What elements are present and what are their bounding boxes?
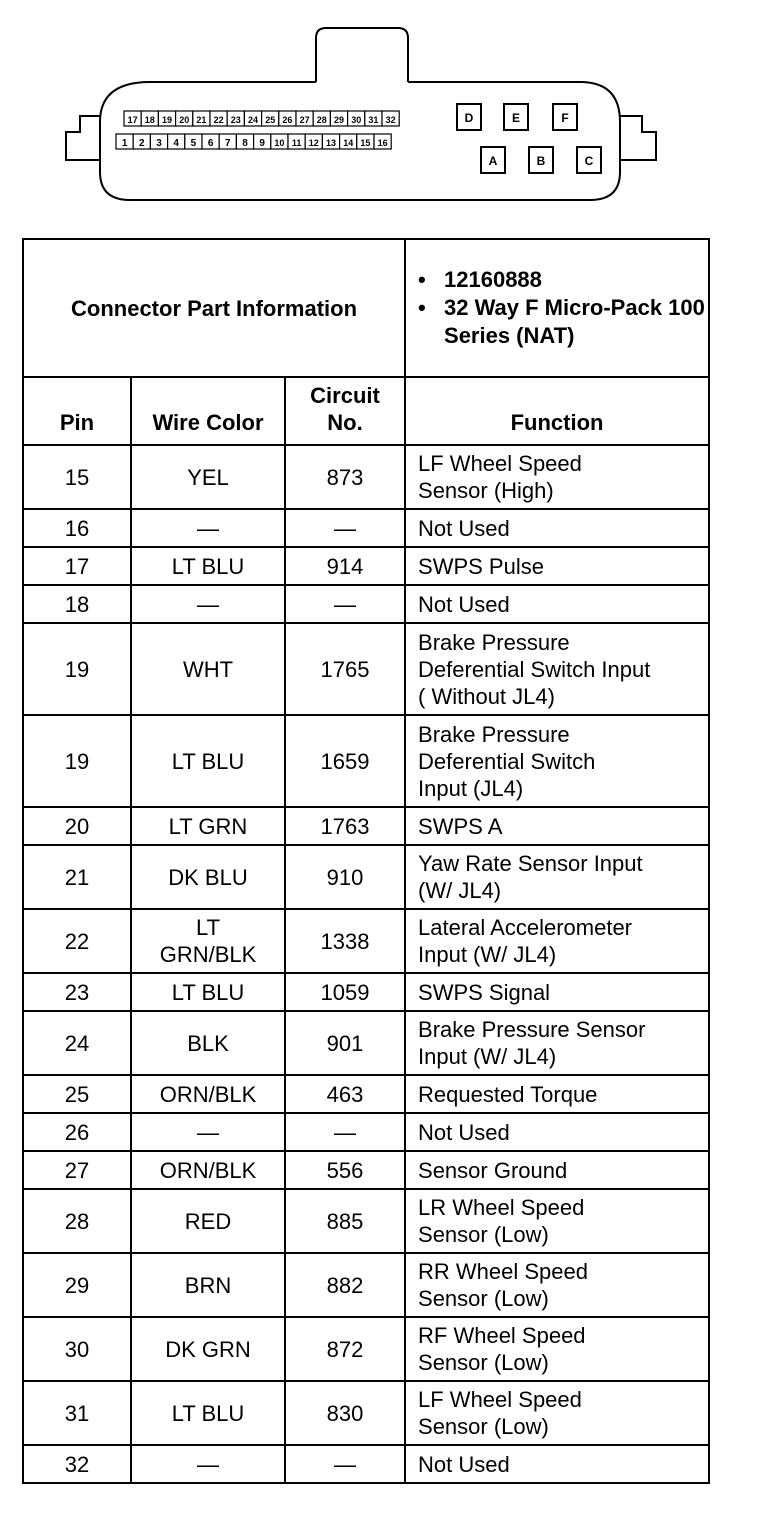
wire-color-line: ORN/BLK (159, 1081, 257, 1107)
pin-number: 26 (23, 1113, 131, 1151)
connector-pinout-table (22, 238, 710, 1484)
svg-text:2: 2 (139, 138, 145, 149)
pin-number: 23 (23, 973, 131, 1011)
wire-color (131, 623, 285, 715)
svg-text:32: 32 (385, 115, 396, 125)
function-description (405, 1189, 709, 1253)
wire-color-line: LT BLU (171, 748, 245, 774)
function-line: SWPS Pulse (418, 553, 544, 579)
function-line: LR Wheel Speed (418, 1195, 585, 1220)
function-line: Input (W/ JL4) (418, 1044, 557, 1069)
function-description (405, 845, 709, 909)
bottom-row-pin-2 (133, 134, 150, 149)
svg-text:13: 13 (325, 138, 337, 148)
table-row (23, 1189, 709, 1253)
wire-color (131, 909, 285, 973)
header-pin: Pin (23, 377, 131, 445)
function-description (405, 1151, 709, 1189)
pin-rows-body (23, 445, 709, 1483)
wire-color (131, 715, 285, 807)
circuit-number: 1659 (285, 715, 405, 807)
wire-color (131, 585, 285, 623)
top-row-pin-22 (210, 111, 227, 126)
bottom-row-pin-4 (168, 134, 185, 149)
table-row (23, 715, 709, 807)
bottom-row-pin-15 (357, 134, 374, 149)
wire-color-line: — (197, 1451, 219, 1477)
cavity-grid (457, 104, 601, 173)
svg-text:29: 29 (333, 115, 345, 125)
function-line: (W/ JL4) (418, 878, 502, 903)
table-row (23, 909, 709, 973)
header-function: Function (405, 377, 709, 445)
function-line: Input (JL4) (418, 775, 524, 801)
svg-text:F: F (561, 111, 569, 125)
top-row-pin-29 (330, 111, 347, 126)
function-description (405, 445, 709, 509)
circuit-number: 910 (285, 845, 405, 909)
bottom-row-pin-11 (288, 134, 305, 149)
svg-text:8: 8 (242, 138, 248, 149)
function-line: Not Used (418, 515, 510, 541)
svg-text:9: 9 (259, 138, 265, 149)
table-row (23, 1075, 709, 1113)
bottom-row-pin-7 (219, 134, 236, 149)
wire-color-line: — (197, 591, 219, 617)
bottom-row-pin-14 (340, 134, 357, 149)
function-line: Sensor (High) (418, 478, 554, 503)
circuit-number: 872 (285, 1317, 405, 1381)
svg-text:26: 26 (282, 115, 293, 125)
table-row (23, 445, 709, 509)
function-description (405, 1445, 709, 1483)
pin-number: 31 (23, 1381, 131, 1445)
svg-text:7: 7 (225, 138, 231, 149)
table-row (23, 807, 709, 845)
function-line: Not Used (418, 1119, 510, 1145)
wire-color-line: DK BLU (168, 864, 248, 890)
circuit-number: 873 (285, 445, 405, 509)
bottom-row-pin-12 (305, 134, 322, 149)
wire-color (131, 1317, 285, 1381)
pin-number: 19 (23, 715, 131, 807)
header-circuit-line2: No. (327, 410, 363, 435)
function-line: Brake Pressure (418, 629, 570, 655)
wire-color-line: — (197, 515, 219, 541)
function-line: Lateral Accelerometer (418, 915, 633, 940)
svg-text:20: 20 (179, 115, 190, 125)
function-description (405, 509, 709, 547)
pin-number: 25 (23, 1075, 131, 1113)
table-row (23, 1011, 709, 1075)
svg-text:E: E (511, 111, 521, 125)
function-line: Requested Torque (418, 1081, 598, 1107)
svg-text:3: 3 (156, 138, 162, 149)
table-row (23, 1381, 709, 1445)
top-row-pin-19 (158, 111, 175, 126)
top-row-pin-23 (227, 111, 244, 126)
function-line: Input (W/ JL4) (418, 942, 557, 967)
function-description (405, 1317, 709, 1381)
function-description (405, 1253, 709, 1317)
wire-color (131, 973, 285, 1011)
top-row-pin-17 (124, 111, 141, 126)
bottom-row-pin-16 (374, 134, 391, 149)
function-line: Not Used (418, 591, 510, 617)
circuit-number: 556 (285, 1151, 405, 1189)
wire-color-line: BRN (184, 1272, 232, 1298)
function-description (405, 909, 709, 973)
wire-color-line: RED (184, 1208, 232, 1234)
cavity-a (481, 147, 505, 173)
svg-text:11: 11 (291, 138, 302, 148)
function-line: LF Wheel Speed (418, 1387, 582, 1412)
table-row (23, 1253, 709, 1317)
wire-color (131, 807, 285, 845)
cavity-e (504, 104, 528, 130)
top-row-pin-21 (193, 111, 210, 126)
pin-number: 29 (23, 1253, 131, 1317)
svg-text:17: 17 (127, 115, 138, 125)
svg-text:C: C (584, 154, 594, 168)
top-row-pin-25 (262, 111, 279, 126)
bottom-row-pin-13 (322, 134, 339, 149)
table-row (23, 845, 709, 909)
top-row-pin-31 (365, 111, 382, 126)
circuit-number: 901 (285, 1011, 405, 1075)
wire-color (131, 1151, 285, 1189)
function-line: Sensor Ground (418, 1157, 568, 1183)
svg-text:23: 23 (230, 115, 241, 125)
svg-text:1: 1 (121, 138, 128, 149)
cavity-d (457, 104, 481, 130)
top-row-pin-20 (176, 111, 193, 126)
svg-text:10: 10 (274, 138, 285, 148)
table-row (23, 1317, 709, 1381)
header-row (23, 377, 709, 445)
top-row-pin-32 (382, 111, 399, 126)
circuit-number: 1338 (285, 909, 405, 973)
svg-text:12: 12 (308, 138, 319, 148)
table-row (23, 1113, 709, 1151)
table-row (23, 509, 709, 547)
svg-text:16: 16 (377, 138, 388, 148)
svg-text:31: 31 (368, 115, 379, 125)
table-row (23, 1151, 709, 1189)
table-row (23, 1445, 709, 1483)
svg-text:14: 14 (343, 138, 354, 148)
bottom-row-pin-3 (150, 134, 167, 149)
wire-color-line: LT BLU (171, 979, 245, 1005)
svg-text:25: 25 (265, 115, 276, 125)
bottom-row-pin-9 (254, 134, 271, 149)
function-line: SWPS Signal (418, 979, 551, 1005)
bottom-row-pin-5 (185, 134, 202, 149)
wire-color (131, 547, 285, 585)
svg-text:5: 5 (190, 138, 197, 149)
pin-number: 16 (23, 509, 131, 547)
table-row (23, 973, 709, 1011)
pin-number: 20 (23, 807, 131, 845)
svg-text:22: 22 (213, 115, 224, 125)
pin-number: 30 (23, 1317, 131, 1381)
svg-text:28: 28 (316, 115, 327, 125)
wire-color (131, 1381, 285, 1445)
wire-color-line: LT (195, 915, 221, 940)
cavity-b (529, 147, 553, 173)
function-description (405, 973, 709, 1011)
cavity-c (577, 147, 601, 173)
circuit-number: — (285, 509, 405, 547)
function-description (405, 715, 709, 807)
wire-color-line: DK GRN (165, 1336, 251, 1362)
function-description (405, 1075, 709, 1113)
function-line: LF Wheel Speed (418, 451, 582, 476)
function-description (405, 1381, 709, 1445)
function-description (405, 1113, 709, 1151)
top-row-pin-27 (296, 111, 313, 126)
wire-color-line: ORN/BLK (159, 1157, 257, 1183)
wire-color-line: LT GRN (168, 813, 248, 839)
function-line: Deferential Switch Input (418, 656, 651, 682)
pin-grid (116, 111, 399, 149)
circuit-number: 1059 (285, 973, 405, 1011)
function-line: Sensor (Low) (418, 1350, 549, 1375)
function-description (405, 623, 709, 715)
pin-number: 21 (23, 845, 131, 909)
circuit-number: 882 (285, 1253, 405, 1317)
pin-number: 27 (23, 1151, 131, 1189)
svg-text:30: 30 (351, 115, 362, 125)
wire-color (131, 1445, 285, 1483)
function-line: RR Wheel Speed (418, 1259, 588, 1284)
svg-text:A: A (488, 154, 498, 168)
function-line: ( Without JL4) (418, 683, 555, 709)
function-line: Sensor (Low) (418, 1286, 549, 1311)
cavity-f (553, 104, 577, 130)
top-row-pin-28 (313, 111, 330, 126)
pin-number: 24 (23, 1011, 131, 1075)
function-line: Deferential Switch (418, 748, 596, 774)
part-info-label: Connector Part Information (23, 239, 405, 377)
wire-color-line: LT BLU (171, 553, 245, 579)
table-row (23, 547, 709, 585)
svg-text:24: 24 (247, 115, 259, 125)
wire-color (131, 509, 285, 547)
header-circuit-line1: Circuit (310, 383, 380, 408)
function-description (405, 1011, 709, 1075)
svg-text:D: D (464, 111, 474, 125)
function-line: Brake Pressure (418, 721, 570, 747)
function-description (405, 585, 709, 623)
top-row-pin-24 (244, 111, 261, 126)
pin-number: 19 (23, 623, 131, 715)
pin-number: 17 (23, 547, 131, 585)
function-line: Brake Pressure Sensor (418, 1017, 646, 1042)
wire-color (131, 445, 285, 509)
circuit-number: — (285, 585, 405, 623)
circuit-number: — (285, 1113, 405, 1151)
header-wire-color: Wire Color (131, 377, 285, 445)
function-line: Sensor (Low) (418, 1414, 549, 1439)
part-info-details (405, 239, 709, 377)
wire-color (131, 1253, 285, 1317)
pin-number: 32 (23, 1445, 131, 1483)
part-info-row (23, 239, 709, 377)
svg-text:21: 21 (196, 115, 207, 125)
function-line: Yaw Rate Sensor Input (418, 851, 643, 876)
function-line: Sensor (Low) (418, 1222, 549, 1247)
wire-color-line: BLK (187, 1030, 229, 1056)
wire-color-line: LT BLU (171, 1400, 245, 1426)
svg-text:4: 4 (173, 138, 179, 149)
bottom-row-pin-6 (202, 134, 219, 149)
svg-text:B: B (536, 154, 546, 168)
pin-number: 28 (23, 1189, 131, 1253)
svg-text:6: 6 (207, 138, 214, 149)
circuit-number: 1763 (285, 807, 405, 845)
svg-text:19: 19 (161, 115, 173, 125)
part-number: • 12160888 (444, 266, 708, 294)
connector-face-diagram (0, 0, 768, 232)
header-circuit-no (285, 377, 405, 445)
function-line: RF Wheel Speed (418, 1323, 586, 1348)
svg-text:27: 27 (299, 115, 310, 125)
wire-color (131, 1189, 285, 1253)
circuit-number: — (285, 1445, 405, 1483)
bottom-row-pin-1 (116, 134, 133, 149)
bottom-row-pin-10 (271, 134, 288, 149)
pin-number: 15 (23, 445, 131, 509)
function-description (405, 547, 709, 585)
svg-text:18: 18 (144, 115, 155, 125)
function-line: SWPS A (418, 813, 503, 839)
wire-color-line: YEL (187, 464, 229, 490)
function-line: Not Used (418, 1451, 510, 1477)
wire-color (131, 1075, 285, 1113)
circuit-number: 463 (285, 1075, 405, 1113)
wire-color-line: GRN/BLK (159, 942, 257, 967)
wire-color-line: WHT (182, 656, 234, 682)
wire-color (131, 1011, 285, 1075)
top-row-pin-30 (348, 111, 365, 126)
wire-color-line: — (197, 1119, 219, 1145)
pin-number: 22 (23, 909, 131, 973)
top-row-pin-26 (279, 111, 296, 126)
wire-color (131, 1113, 285, 1151)
circuit-number: 1765 (285, 623, 405, 715)
circuit-number: 914 (285, 547, 405, 585)
table-row (23, 585, 709, 623)
top-row-pin-18 (141, 111, 158, 126)
circuit-number: 830 (285, 1381, 405, 1445)
bottom-row-pin-8 (236, 134, 253, 149)
circuit-number: 885 (285, 1189, 405, 1253)
wire-color (131, 845, 285, 909)
pin-number: 18 (23, 585, 131, 623)
table-row (23, 623, 709, 715)
function-description (405, 807, 709, 845)
svg-text:15: 15 (360, 138, 371, 148)
part-description: • 32 Way F Micro-Pack 100 Series (NAT) (444, 294, 708, 350)
